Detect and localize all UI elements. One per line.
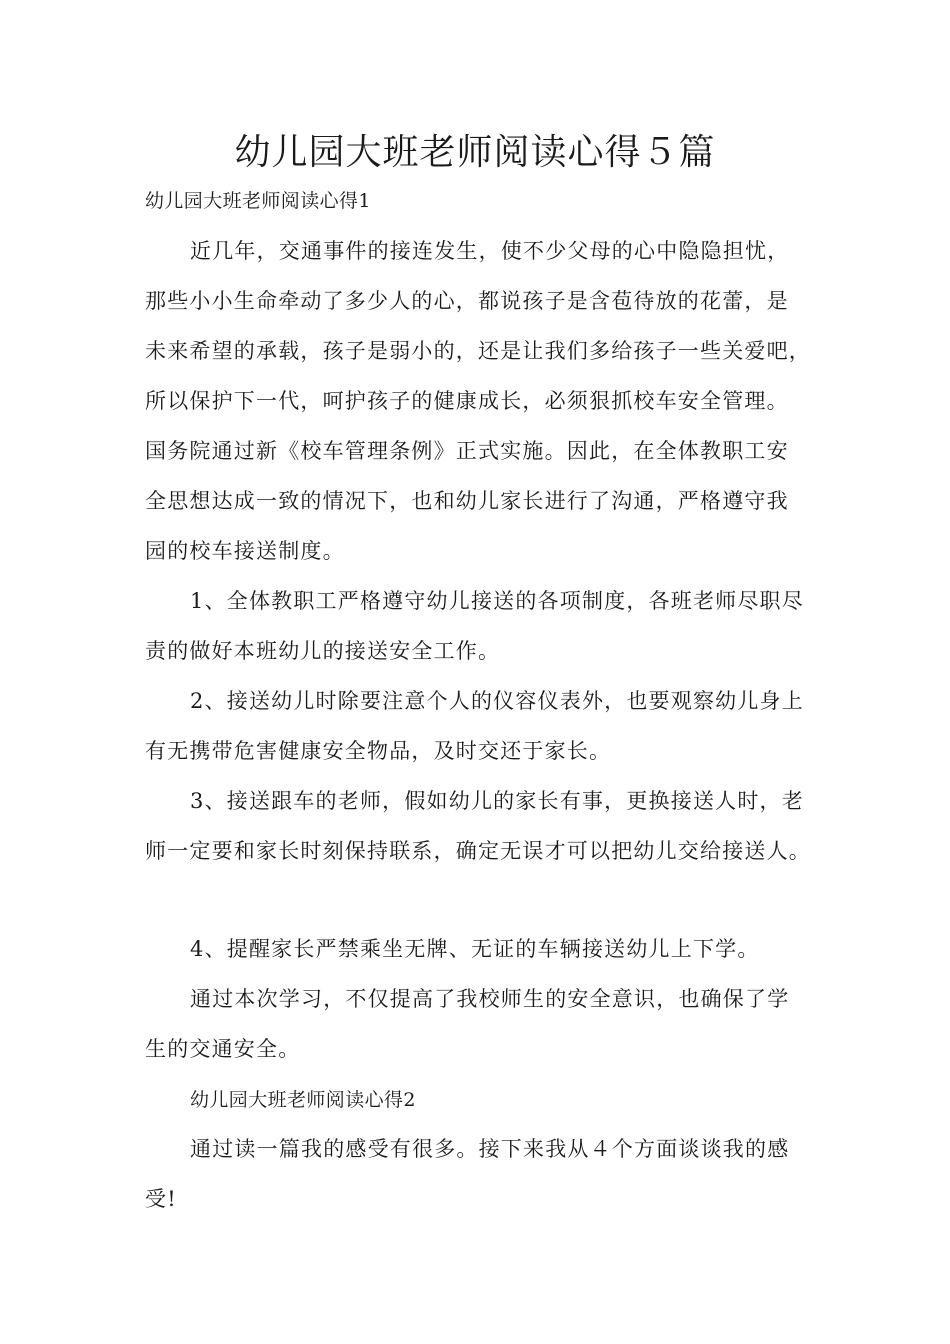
paragraph-line: 国务院通过新《校车管理条例》正式实施。因此，在全体教职工安 [145,439,789,463]
list-item-2: 2、接送幼儿时除要注意个人的仪容仪表外，也要观察幼儿身上 [190,689,804,713]
list-item-4: 4、提醒家长严禁乘坐无牌、无证的车辆接送幼儿上下学。 [190,937,760,961]
paragraph-line: 师一定要和家长时刻保持联系，确定无误才可以把幼儿交给接送人。 [145,839,811,863]
paragraph-line: 通过本次学习，不仅提高了我校师生的安全意识，也确保了学 [190,987,790,1011]
paragraph-line: 受! [145,1187,177,1211]
list-item-1: 1、全体教职工严格遵守幼儿接送的各项制度，各班老师尽职尽 [190,589,804,613]
paragraph-line: 未来希望的承载，孩子是弱小的，还是让我们多给孩子一些关爱吧， [145,339,811,363]
paragraph-line: 全思想达成一致的情况下，也和幼儿家长进行了沟通，严格遵守我 [145,489,789,513]
paragraph-line: 那些小小生命牵动了多少人的心，都说孩子是含苞待放的花蕾，是 [145,289,789,313]
document-title: 幼儿园大班老师阅读心得５篇 [234,132,716,173]
paragraph-line: 所以保护下一代，呵护孩子的健康成长，必须狠抓校车安全管理。 [145,389,789,413]
paragraph-line: 近几年，交通事件的接连发生，使不少父母的心中隐隐担忧， [190,239,790,263]
paragraph-line: 生的交通安全。 [145,1037,301,1061]
section-heading-2: 幼儿园大班老师阅读心得2 [190,1089,416,1111]
paragraph-line: 通过读一篇我的感受有很多。接下来我从４个方面谈谈我的感 [190,1137,790,1161]
section-heading-1: 幼儿园大班老师阅读心得1 [145,190,371,212]
paragraph-line: 园的校车接送制度。 [145,539,345,563]
paragraph-line: 责的做好本班幼儿的接送安全工作。 [145,639,501,663]
paragraph-line: 有无携带危害健康安全物品，及时交还于家长。 [145,739,612,763]
list-item-3: 3、接送跟车的老师，假如幼儿的家长有事，更换接送人时，老 [190,789,804,813]
